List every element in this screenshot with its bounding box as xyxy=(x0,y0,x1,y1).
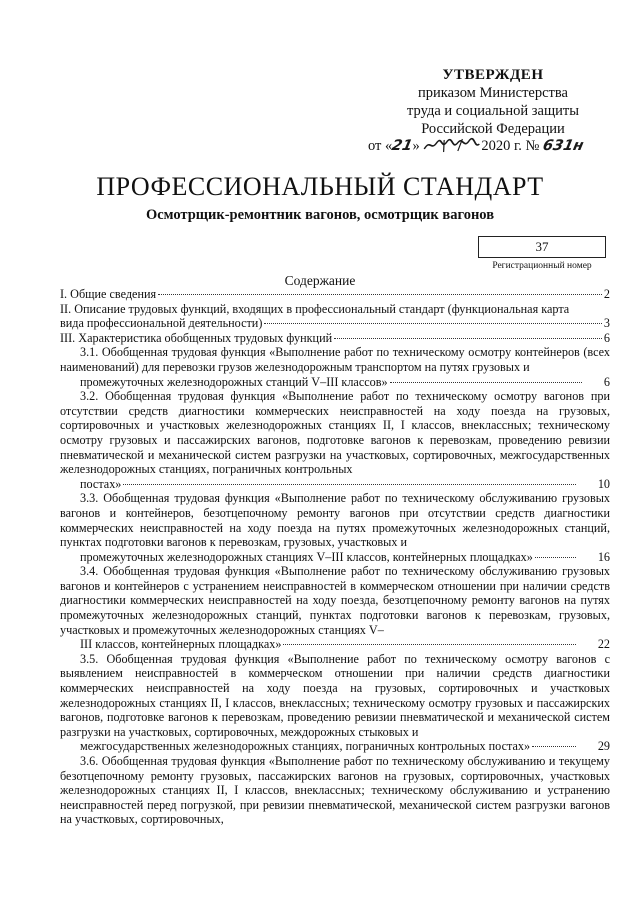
toc-entry-last-line: постах» xyxy=(80,476,122,491)
toc-page-number: 2 xyxy=(603,287,610,301)
toc-entry-last-line: промежуточных железнодорожных станций V–III классов» xyxy=(80,374,388,389)
toc-page-number: 6 xyxy=(603,374,610,389)
toc-page-number: 22 xyxy=(597,637,610,652)
toc-entry-text: 3.4. Обобщенная трудовая функция «Выполнение работ по техническому обслуживанию грузовых вагонов и контейнеров с устранением неисправностей в коммерческом отношении при наличии средств диагностики коммерческих неисправностей на ходу поезда, безотцепочному ремонту вагонов на путях промежуточных железнодорожных станций, пунктах подготовки вагонов к перевозкам, грузовых, участковых и промежуточных железнодорожных станциях V– xyxy=(60,564,610,637)
contents-heading: Содержание xyxy=(284,273,356,288)
registration-number-label: Регистрационный номер xyxy=(492,261,592,271)
document-title: ПРОФЕССИОНАЛЬНЫЙ СТАНДАРТ xyxy=(96,172,544,201)
toc-page-number: 6 xyxy=(603,330,610,345)
toc-entry-leader-line xyxy=(60,287,610,302)
dot-leader xyxy=(158,294,602,295)
approved-heading: УТВЕРЖДЕН xyxy=(442,67,544,83)
toc-entry xyxy=(60,564,610,652)
toc-entry-leader-line xyxy=(60,550,610,565)
toc-entry-last-line: III. Характеристика обобщенных трудовых функций xyxy=(60,330,333,345)
toc-entry xyxy=(60,345,610,389)
toc-entry-last-line: I. Общие сведения xyxy=(60,287,157,301)
dot-leader xyxy=(535,557,576,558)
dot-leader xyxy=(334,338,602,339)
toc-entry-leader-line xyxy=(60,739,610,754)
order-prefix: от « xyxy=(368,138,393,154)
toc-entry-text: II. Описание трудовых функций, входящих в профессиональный стандарт (функциональная карта xyxy=(60,301,570,316)
order-line xyxy=(368,137,618,155)
order-year: 2020 г. № xyxy=(481,138,540,154)
order-number: 631н xyxy=(541,138,585,154)
toc-page-number: 10 xyxy=(597,476,610,491)
dot-leader xyxy=(532,746,576,747)
toc-entry-last-line: промежуточных железнодорожных станциях V–III классов, контейнерных площадках» xyxy=(80,549,533,564)
toc-entry-last-line: межгосударственных железнодорожных станциях, пограничных контрольных постах» xyxy=(80,739,531,754)
toc-page-number: 29 xyxy=(597,739,610,754)
document-subtitle: Осмотрщик-ремонтник вагонов, осмотрщик вагонов xyxy=(145,207,495,223)
toc-entry-leader-line xyxy=(60,637,610,652)
registration-number-box: 37 xyxy=(478,236,606,258)
toc-entry-text: 3.6. Обобщенная трудовая функция «Выполнение работ по техническому обслуживанию и текущему безотцепочному ремонту грузовых, пассажирских вагонов на грузовых, сортировочных, участковых железнодорожных станциях II, I классов, внеклассных; техническому обслуживанию и устранению неисправностей перед погрузкой, при ревизии пневматической, механической систем разгрузки вагонов на участковых, сортировочных, xyxy=(60,754,610,827)
toc-entry-text: 3.3. Обобщенная трудовая функция «Выполнение работ по техническому обслуживанию грузовых вагонов и контейнеров, безотцепочному ремонту вагонов при отсутствии средств диагностики коммерческих неисправностей на ходу поезда на путях промежуточных железнодорожных станций, пунктах подготовки вагонов к перевозкам, грузовых, участковых и xyxy=(60,491,610,550)
toc-entry-last-line: вида профессиональной деятельности) xyxy=(60,316,263,331)
dot-leader xyxy=(123,484,575,485)
toc-entry xyxy=(60,491,610,564)
toc-entry xyxy=(60,754,610,827)
handwritten-month-scribble xyxy=(422,137,483,153)
table-of-contents xyxy=(60,287,610,827)
toc-page-number: 3 xyxy=(603,316,610,331)
dot-leader xyxy=(390,382,582,383)
toc-entry xyxy=(60,287,610,302)
toc-entry-text: 3.2. Обобщенная трудовая функция «Выполнение работ по техническому осмотру вагонов при отсутствии средств диагностики коммерческих неисправностей на ходу поезда на грузовых, сортировочных и участковых железнодорожных станциях II, I классов, внеклассных; техническому осмотру грузовых и пассажирских вагонов, подготовке вагонов к перевозкам, проведению ревизии пневматической и механической систем разгрузки на участковых, сортировочных, межгосударственных железнодорожных станциях, пограничных контрольных xyxy=(60,389,610,477)
toc-entry-text: 3.5. Обобщенная трудовая функция «Выполнение работ по техническому осмотру вагонов с выявлением неисправностей в коммерческом отношении при наличии средств диагностики коммерческих неисправностей на ходу поезда на грузовых, сортировочных и участковых железнодорожных станциях II, I классов, внеклассных; техническому осмотру грузовых и пассажирских вагонов, подготовке вагонов к перевозкам, проведению ревизии пневматической и механической систем разгрузки на участковых, сортировочных, междорожных стыковых и xyxy=(60,651,610,739)
toc-entry xyxy=(60,302,610,331)
toc-entry-leader-line xyxy=(60,375,610,390)
approval-line-3: Российской Федерации xyxy=(421,121,565,137)
toc-entry xyxy=(60,331,610,346)
toc-entry-leader-line xyxy=(60,477,610,492)
toc-entry-last-line: III классов, контейнерных площадках» xyxy=(80,637,282,652)
approval-line-2: труда и социальной защиты xyxy=(407,103,579,119)
toc-entry xyxy=(60,652,610,754)
toc-entry xyxy=(60,389,610,491)
approval-block xyxy=(368,66,618,138)
toc-entry-leader-line xyxy=(60,316,610,331)
toc-entry-leader-line xyxy=(60,331,610,346)
order-day: 21 xyxy=(390,138,415,154)
order-month xyxy=(422,137,484,154)
dot-leader xyxy=(264,323,602,324)
order-mid: » xyxy=(412,138,420,154)
toc-entry-text: 3.1. Обобщенная трудовая функция «Выполнение работ по техническому осмотру контейнеров (всех наименований) для перевозки грузов железнодорожным транспортом на путях грузовых и xyxy=(60,345,610,374)
approval-line-1: приказом Министерства xyxy=(418,85,568,101)
toc-page-number: 16 xyxy=(597,549,610,564)
dot-leader xyxy=(283,644,575,645)
